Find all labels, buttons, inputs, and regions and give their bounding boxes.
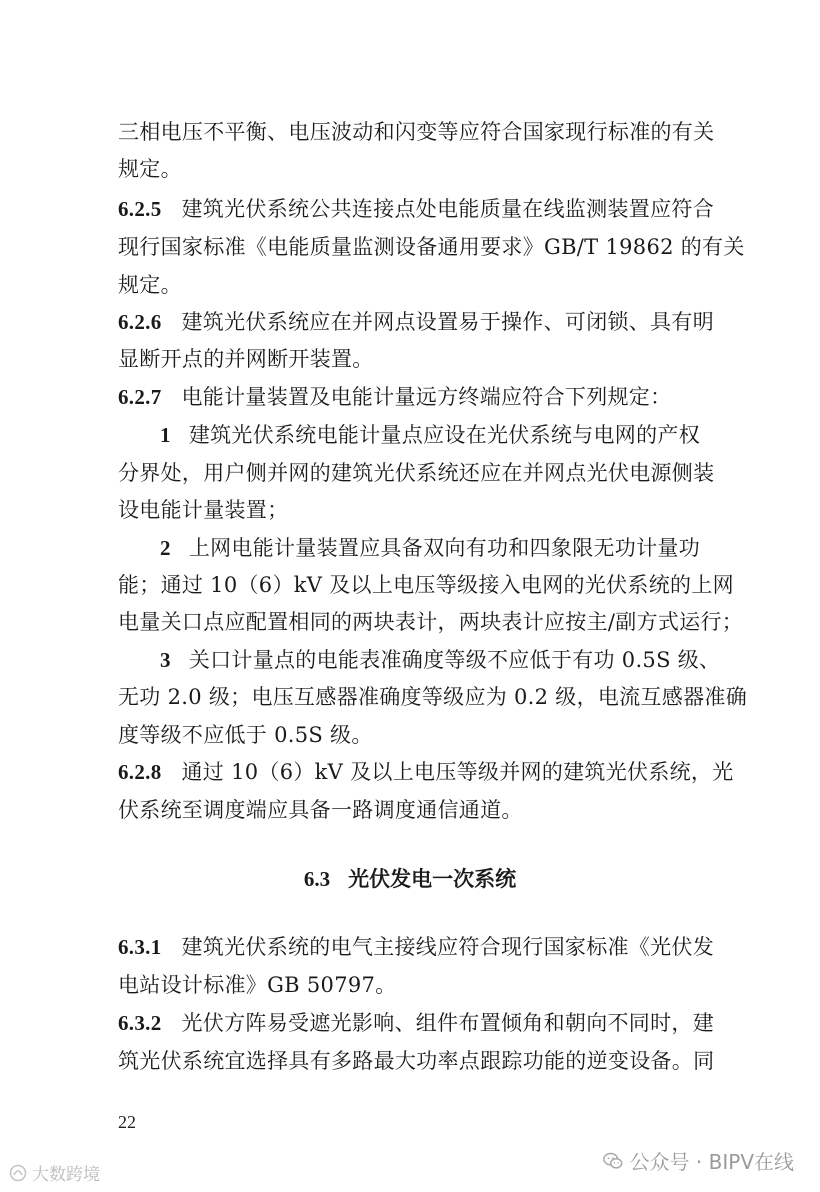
clause-6-2-7: 6.2.7 电能计量装置及电能计量远方终端应符合下列规定： (118, 385, 672, 409)
clause-number: 6.2.6 (118, 310, 162, 334)
list-item-3: 3 关口计量点的电能表准确度等级不应低于有功 0.5S 级、 (160, 648, 721, 672)
watermark-right (602, 1146, 794, 1175)
text-line: 电站设计标准》GB 50797。 (118, 973, 397, 997)
item-number: 2 (160, 536, 171, 560)
clause-number: 6.3.2 (118, 1011, 162, 1035)
section-number: 6.3 (303, 867, 331, 891)
section-heading (0, 864, 820, 894)
clause-number: 6.3.1 (118, 935, 162, 959)
text-line: 三相电压不平衡、电压波动和闪变等应符合国家现行标准的有关 (118, 120, 715, 144)
text-line: 度等级不应低于 0.5S 级。 (118, 723, 373, 747)
text-line: 筑光伏系统宜选择具有多路最大功率点跟踪功能的逆变设备。同 (118, 1049, 715, 1073)
text-line: 规定。 (118, 273, 182, 297)
text-line: 伏系统至调度端应具备一路调度通信通道。 (118, 798, 523, 822)
list-item-2: 2 上网电能计量装置应具备双向有功和四象限无功计量功 (160, 536, 701, 560)
text-line: 规定。 (118, 157, 182, 181)
watermark-left (8, 1160, 100, 1185)
clause-number: 6.2.8 (118, 760, 162, 784)
text-line: 显断开点的并网断开装置。 (118, 347, 374, 371)
clause-number: 6.2.5 (118, 197, 162, 221)
text-line: 无功 2.0 级；电压互感器准确度等级应为 0.2 级，电流互感器准确 (118, 685, 747, 709)
watermark-text: 大数跨境 (32, 1165, 100, 1185)
clause-6-3-2: 6.3.2 光伏方阵易受遮光影响、组件布置倾角和朝向不同时，建 (118, 1011, 714, 1035)
clause-6-3-1: 6.3.1 建筑光伏系统的电气主接线应符合现行国家标准《光伏发 (118, 935, 714, 959)
list-item-1: 1 建筑光伏系统电能计量点应设在光伏系统与电网的产权 (160, 423, 701, 447)
clause-6-2-5: 6.2.5 建筑光伏系统公共连接点处电能质量在线监测装置应符合 (118, 197, 714, 221)
text-line: 电量关口点应配置相同的两块表计，两块表计应按主/副方式运行； (118, 610, 744, 634)
section-title: 光伏发电一次系统 (348, 867, 517, 891)
brand-logo-icon (8, 1163, 28, 1183)
item-number: 3 (160, 648, 171, 672)
item-number: 1 (160, 423, 171, 447)
wechat-icon (602, 1150, 624, 1172)
text-line: 能；通过 10（6）kV 及以上电压等级接入电网的光伏系统的上网 (118, 573, 734, 597)
clause-number: 6.2.7 (118, 385, 162, 409)
text-line: 分界处，用户侧并网的建筑光伏系统还应在并网点光伏电源侧装 (118, 461, 715, 485)
text-line: 设电能计量装置； (118, 498, 289, 522)
page-number: 22 (118, 1112, 136, 1132)
clause-6-2-6: 6.2.6 建筑光伏系统应在并网点设置易于操作、可闭锁、具有明 (118, 310, 714, 334)
watermark-text: 公众号 · BIPV在线 (629, 1150, 794, 1174)
clause-6-2-8: 6.2.8 通过 10（6）kV 及以上电压等级并网的建筑光伏系统，光 (118, 760, 734, 784)
text-line: 现行国家标准《电能质量监测设备通用要求》GB/T 19862 的有关 (118, 235, 745, 259)
